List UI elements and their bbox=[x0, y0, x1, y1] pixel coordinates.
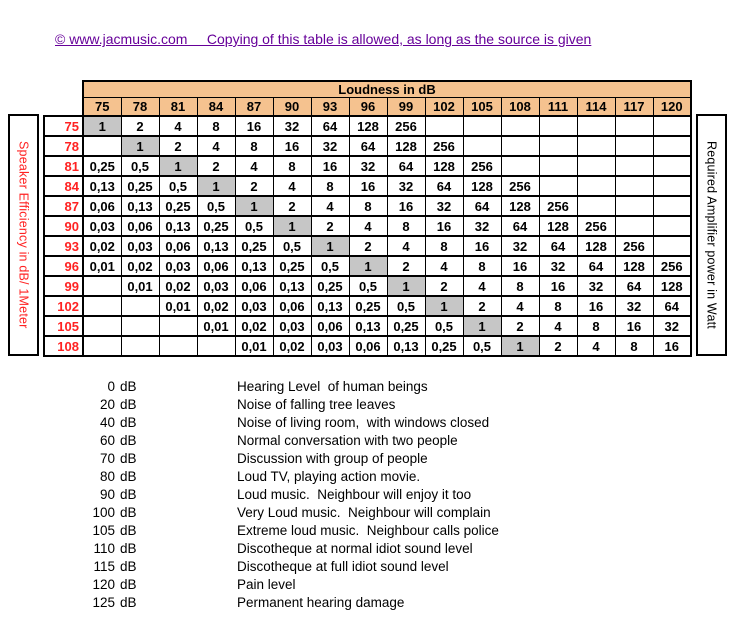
table-cell: 4 bbox=[235, 156, 273, 176]
row-header-102: 102 bbox=[44, 296, 83, 316]
db-level: 115 bbox=[93, 559, 115, 574]
table-cell: 2 bbox=[273, 196, 311, 216]
table-cell: 0,25 bbox=[349, 296, 387, 316]
table-cell: 0,06 bbox=[349, 336, 387, 356]
db-unit: dB bbox=[120, 379, 137, 394]
table-cell: 8 bbox=[235, 136, 273, 156]
table-cell: 0,03 bbox=[311, 336, 349, 356]
db-description: Loud TV, playing action movie. bbox=[237, 469, 421, 484]
db-level: 90 bbox=[99, 487, 115, 502]
speaker-efficiency-label: Speaker Efficiency in dB/ 1Meter bbox=[16, 141, 31, 329]
table-cell bbox=[539, 116, 577, 136]
table-cell bbox=[501, 136, 539, 156]
table-cell: 8 bbox=[273, 156, 311, 176]
table-row-87 bbox=[44, 196, 691, 216]
db-unit: dB bbox=[120, 469, 137, 484]
table-cell: 0,13 bbox=[349, 316, 387, 336]
table-cell: 1 bbox=[273, 216, 311, 236]
db-description: Hearing Level of human beings bbox=[237, 379, 428, 394]
table-cell: 0,03 bbox=[83, 216, 121, 236]
table-cell: 16 bbox=[311, 156, 349, 176]
row-header-87: 87 bbox=[44, 196, 83, 216]
legend-row bbox=[60, 396, 750, 414]
table-cell: 128 bbox=[653, 276, 691, 296]
table-cell bbox=[615, 216, 653, 236]
table-cell bbox=[83, 136, 121, 156]
table-cell: 32 bbox=[539, 256, 577, 276]
table-cell bbox=[463, 116, 501, 136]
table-cell bbox=[577, 156, 615, 176]
table-cell: 0,5 bbox=[349, 276, 387, 296]
table-cell: 0,5 bbox=[463, 336, 501, 356]
table-cell: 4 bbox=[311, 196, 349, 216]
table-cell: 0,02 bbox=[235, 316, 273, 336]
db-level: 125 bbox=[92, 595, 115, 610]
table-cell: 4 bbox=[463, 276, 501, 296]
legend-row bbox=[60, 414, 750, 432]
table-cell: 0,02 bbox=[273, 336, 311, 356]
table-cell: 128 bbox=[463, 176, 501, 196]
table-cell: 0,13 bbox=[159, 216, 197, 236]
table-cell: 32 bbox=[273, 116, 311, 136]
table-cell: 2 bbox=[501, 316, 539, 336]
table-cell: 0,03 bbox=[197, 276, 235, 296]
table-cell: 1 bbox=[501, 336, 539, 356]
db-level: 80 bbox=[99, 469, 115, 484]
column-header-114: 114 bbox=[577, 98, 615, 117]
table-cell: 0,5 bbox=[311, 256, 349, 276]
table-cell bbox=[577, 176, 615, 196]
legend-row bbox=[60, 468, 750, 486]
table-cell: 0,06 bbox=[121, 216, 159, 236]
table-cell: 16 bbox=[653, 336, 691, 356]
table-cell bbox=[653, 176, 691, 196]
table-cell: 16 bbox=[387, 196, 425, 216]
column-header-96: 96 bbox=[349, 98, 387, 117]
table-cell: 256 bbox=[463, 156, 501, 176]
source-link[interactable]: © www.jacmusic.com Copying of this table is allowed, as long as the source is given bbox=[55, 31, 592, 47]
table-cell bbox=[653, 236, 691, 256]
db-unit: dB bbox=[120, 541, 137, 556]
row-header-99: 99 bbox=[44, 276, 83, 296]
table-cell: 128 bbox=[349, 116, 387, 136]
table-cell bbox=[83, 336, 121, 356]
table-cell: 16 bbox=[235, 116, 273, 136]
table-cell bbox=[653, 156, 691, 176]
db-description: Discotheque at normal idiot sound level bbox=[237, 541, 473, 556]
table-cell: 2 bbox=[463, 296, 501, 316]
table-cell: 0,06 bbox=[311, 316, 349, 336]
table-cell: 0,02 bbox=[159, 276, 197, 296]
db-level: 110 bbox=[93, 541, 115, 556]
column-header-120: 120 bbox=[653, 98, 691, 117]
table-cell: 32 bbox=[349, 156, 387, 176]
row-header-78: 78 bbox=[44, 136, 83, 156]
table-cell: 64 bbox=[501, 216, 539, 236]
table-cell: 32 bbox=[653, 316, 691, 336]
column-header-93: 93 bbox=[311, 98, 349, 117]
table-cell: 4 bbox=[501, 296, 539, 316]
table-row-84 bbox=[44, 176, 691, 196]
table-cell: 8 bbox=[577, 316, 615, 336]
table-cell: 256 bbox=[577, 216, 615, 236]
table-cell bbox=[577, 196, 615, 216]
table-cell: 0,02 bbox=[121, 256, 159, 276]
table-cell: 0,13 bbox=[273, 276, 311, 296]
table-cell bbox=[653, 136, 691, 156]
table-cell: 32 bbox=[425, 196, 463, 216]
table-cell: 1 bbox=[159, 156, 197, 176]
table-cell: 1 bbox=[235, 196, 273, 216]
table-cell: 8 bbox=[197, 116, 235, 136]
table-cell bbox=[615, 116, 653, 136]
table-cell: 32 bbox=[615, 296, 653, 316]
db-description: Noise of living room, with windows closed bbox=[237, 415, 490, 430]
table-cell: 0,13 bbox=[311, 296, 349, 316]
table-cell: 0,5 bbox=[197, 196, 235, 216]
table-cell: 64 bbox=[653, 296, 691, 316]
db-level: 60 bbox=[99, 433, 115, 448]
db-description: Normal conversation with two people bbox=[237, 433, 458, 448]
table-cell: 256 bbox=[539, 196, 577, 216]
table-cell: 16 bbox=[501, 256, 539, 276]
table-cell: 1 bbox=[121, 136, 159, 156]
table-cell: 0,25 bbox=[121, 176, 159, 196]
column-header-102: 102 bbox=[425, 98, 463, 117]
column-header-87: 87 bbox=[235, 98, 273, 117]
table-row-78 bbox=[44, 136, 691, 156]
db-description: Pain level bbox=[237, 577, 296, 592]
table-cell: 0,01 bbox=[159, 296, 197, 316]
table-cell bbox=[197, 336, 235, 356]
column-header-84: 84 bbox=[197, 98, 235, 117]
table-cell: 2 bbox=[121, 116, 159, 136]
table-cell: 1 bbox=[387, 276, 425, 296]
table-cell bbox=[121, 316, 159, 336]
table-cell: 64 bbox=[387, 156, 425, 176]
table-cell: 32 bbox=[463, 216, 501, 236]
legend-row bbox=[60, 432, 750, 450]
table-cell: 0,03 bbox=[121, 236, 159, 256]
table-cell bbox=[501, 156, 539, 176]
table-cell bbox=[615, 176, 653, 196]
table-cell: 16 bbox=[273, 136, 311, 156]
table-cell: 0,13 bbox=[83, 176, 121, 196]
table-cell: 4 bbox=[349, 216, 387, 236]
table-cell: 64 bbox=[311, 116, 349, 136]
table-cell: 1 bbox=[349, 256, 387, 276]
column-header-108: 108 bbox=[501, 98, 539, 117]
column-header-111: 111 bbox=[539, 98, 577, 117]
table-cell: 128 bbox=[501, 196, 539, 216]
table-cell bbox=[577, 136, 615, 156]
table-cell: 256 bbox=[425, 136, 463, 156]
table-cell: 0,5 bbox=[425, 316, 463, 336]
db-unit: dB bbox=[120, 595, 137, 610]
table-cell: 128 bbox=[615, 256, 653, 276]
legend-row bbox=[60, 504, 750, 522]
column-header-75: 75 bbox=[83, 98, 121, 117]
table-cell: 0,13 bbox=[235, 256, 273, 276]
row-header-105: 105 bbox=[44, 316, 83, 336]
corner-spacer bbox=[44, 98, 83, 117]
table-cell: 4 bbox=[197, 136, 235, 156]
table-row-96 bbox=[44, 256, 691, 276]
table-cell: 0,25 bbox=[159, 196, 197, 216]
table-cell: 0,03 bbox=[273, 316, 311, 336]
table-row-75 bbox=[44, 116, 691, 136]
table-cell: 32 bbox=[501, 236, 539, 256]
table-cell: 0,06 bbox=[235, 276, 273, 296]
table-cell: 0,25 bbox=[197, 216, 235, 236]
table-row-102 bbox=[44, 296, 691, 316]
db-unit: dB bbox=[120, 415, 137, 430]
table-cell: 16 bbox=[539, 276, 577, 296]
table-cell: 4 bbox=[425, 256, 463, 276]
db-level: 70 bbox=[99, 451, 115, 466]
table-cell: 0,5 bbox=[121, 156, 159, 176]
row-header-108: 108 bbox=[44, 336, 83, 356]
table-row-108 bbox=[44, 336, 691, 356]
db-description: Very Loud music. Neighbour will complain bbox=[237, 505, 491, 520]
table-cell: 128 bbox=[425, 156, 463, 176]
table-cell: 256 bbox=[653, 256, 691, 276]
table-cell: 0,5 bbox=[235, 216, 273, 236]
table-cell: 0,25 bbox=[83, 156, 121, 176]
table-cell bbox=[463, 136, 501, 156]
table-cell: 4 bbox=[577, 336, 615, 356]
table-row-99 bbox=[44, 276, 691, 296]
db-level: 100 bbox=[92, 505, 115, 520]
table-cell: 0,5 bbox=[159, 176, 197, 196]
db-unit: dB bbox=[120, 577, 137, 592]
table-cell: 8 bbox=[501, 276, 539, 296]
table-cell bbox=[653, 216, 691, 236]
table-cell bbox=[653, 116, 691, 136]
table-cell: 2 bbox=[539, 336, 577, 356]
db-unit: dB bbox=[120, 433, 137, 448]
db-level: 40 bbox=[99, 415, 115, 430]
db-description: Discussion with group of people bbox=[237, 451, 428, 466]
table-cell: 2 bbox=[197, 156, 235, 176]
db-description: Permanent hearing damage bbox=[237, 595, 405, 610]
table-cell: 64 bbox=[539, 236, 577, 256]
amplifier-power-axis-box bbox=[696, 114, 727, 356]
table-row-93 bbox=[44, 236, 691, 256]
table-cell: 8 bbox=[387, 216, 425, 236]
table-cell: 0,25 bbox=[425, 336, 463, 356]
column-header-row bbox=[44, 98, 691, 117]
row-header-96: 96 bbox=[44, 256, 83, 276]
table-cell: 0,02 bbox=[197, 296, 235, 316]
table-cell bbox=[159, 316, 197, 336]
table-cell bbox=[539, 176, 577, 196]
db-unit: dB bbox=[120, 487, 137, 502]
table-cell: 0,01 bbox=[197, 316, 235, 336]
table-cell: 0,06 bbox=[273, 296, 311, 316]
table-cell: 16 bbox=[349, 176, 387, 196]
table-cell bbox=[159, 336, 197, 356]
table-cell: 64 bbox=[577, 256, 615, 276]
table-cell: 0,13 bbox=[197, 236, 235, 256]
legend-row bbox=[60, 522, 750, 540]
table-cell: 0,01 bbox=[235, 336, 273, 356]
db-description: Noise of falling tree leaves bbox=[237, 397, 396, 412]
table-cell: 16 bbox=[463, 236, 501, 256]
table-cell: 0,03 bbox=[159, 256, 197, 276]
db-unit: dB bbox=[120, 559, 137, 574]
table-cell: 4 bbox=[539, 316, 577, 336]
table-cell bbox=[121, 336, 159, 356]
table-cell: 0,06 bbox=[197, 256, 235, 276]
table-cell: 1 bbox=[197, 176, 235, 196]
db-description: Loud music. Neighbour will enjoy it too bbox=[237, 487, 472, 502]
row-header-81: 81 bbox=[44, 156, 83, 176]
power-table bbox=[43, 80, 692, 357]
table-cell bbox=[501, 116, 539, 136]
speaker-efficiency-axis-box bbox=[8, 114, 39, 356]
table-cell bbox=[539, 156, 577, 176]
legend-row bbox=[60, 540, 750, 558]
row-header-90: 90 bbox=[44, 216, 83, 236]
table-cell: 8 bbox=[311, 176, 349, 196]
amplifier-power-label: Required Amplifier power in Watt bbox=[704, 141, 719, 329]
table-cell: 64 bbox=[425, 176, 463, 196]
row-header-84: 84 bbox=[44, 176, 83, 196]
table-cell: 1 bbox=[425, 296, 463, 316]
table-title-row bbox=[44, 81, 691, 98]
table-cell: 256 bbox=[387, 116, 425, 136]
table-cell: 0,5 bbox=[273, 236, 311, 256]
legend-row bbox=[60, 558, 750, 576]
table-cell bbox=[121, 296, 159, 316]
table-cell: 16 bbox=[425, 216, 463, 236]
column-header-99: 99 bbox=[387, 98, 425, 117]
table-cell: 2 bbox=[311, 216, 349, 236]
table-cell: 0,25 bbox=[235, 236, 273, 256]
table-cell bbox=[425, 116, 463, 136]
table-cell: 0,03 bbox=[235, 296, 273, 316]
table-cell: 0,01 bbox=[121, 276, 159, 296]
loudness-axis-title: Loudness in dB bbox=[83, 81, 691, 98]
table-cell: 16 bbox=[577, 296, 615, 316]
db-unit: dB bbox=[120, 397, 137, 412]
db-description: Discotheque at full idiot sound level bbox=[237, 559, 449, 574]
table-cell: 64 bbox=[615, 276, 653, 296]
table-cell: 0,25 bbox=[387, 316, 425, 336]
table-cell: 2 bbox=[159, 136, 197, 156]
table-row-90 bbox=[44, 216, 691, 236]
table-row-81 bbox=[44, 156, 691, 176]
table-cell: 64 bbox=[463, 196, 501, 216]
db-unit: dB bbox=[120, 523, 137, 538]
table-cell: 0,5 bbox=[387, 296, 425, 316]
legend-row bbox=[60, 594, 750, 612]
db-level-legend bbox=[60, 378, 750, 612]
table-cell bbox=[83, 276, 121, 296]
table-cell: 8 bbox=[463, 256, 501, 276]
table-cell: 8 bbox=[615, 336, 653, 356]
table-cell: 8 bbox=[539, 296, 577, 316]
column-header-117: 117 bbox=[615, 98, 653, 117]
table-cell: 128 bbox=[387, 136, 425, 156]
table-cell bbox=[615, 156, 653, 176]
table-cell: 64 bbox=[349, 136, 387, 156]
column-header-105: 105 bbox=[463, 98, 501, 117]
column-header-81: 81 bbox=[159, 98, 197, 117]
table-cell bbox=[577, 116, 615, 136]
column-header-78: 78 bbox=[121, 98, 159, 117]
row-header-93: 93 bbox=[44, 236, 83, 256]
table-cell: 4 bbox=[273, 176, 311, 196]
table-cell: 8 bbox=[425, 236, 463, 256]
table-cell: 0,06 bbox=[83, 196, 121, 216]
table-cell: 32 bbox=[577, 276, 615, 296]
legend-row bbox=[60, 378, 750, 396]
table-cell: 16 bbox=[615, 316, 653, 336]
table-cell: 0,25 bbox=[311, 276, 349, 296]
table-cell: 0,01 bbox=[83, 256, 121, 276]
table-row-105 bbox=[44, 316, 691, 336]
column-header-90: 90 bbox=[273, 98, 311, 117]
table-cell bbox=[539, 136, 577, 156]
db-unit: dB bbox=[120, 451, 137, 466]
copyright-row bbox=[0, 0, 750, 49]
db-unit: dB bbox=[120, 505, 137, 520]
table-cell bbox=[653, 196, 691, 216]
table-cell: 0,02 bbox=[83, 236, 121, 256]
table-cell: 8 bbox=[349, 196, 387, 216]
table-cell: 32 bbox=[387, 176, 425, 196]
table-cell: 2 bbox=[235, 176, 273, 196]
table-cell: 0,25 bbox=[273, 256, 311, 276]
db-level: 0 bbox=[107, 379, 115, 394]
table-cell bbox=[615, 136, 653, 156]
table-cell: 128 bbox=[577, 236, 615, 256]
legend-row bbox=[60, 486, 750, 504]
table-cell: 0,13 bbox=[121, 196, 159, 216]
legend-row bbox=[60, 450, 750, 468]
table-cell: 2 bbox=[387, 256, 425, 276]
table-cell: 2 bbox=[349, 236, 387, 256]
db-level: 120 bbox=[92, 577, 115, 592]
table-cell bbox=[83, 316, 121, 336]
table-cell: 4 bbox=[387, 236, 425, 256]
table-cell: 1 bbox=[83, 116, 121, 136]
table-cell: 1 bbox=[463, 316, 501, 336]
table-cell: 256 bbox=[501, 176, 539, 196]
corner-spacer bbox=[44, 81, 83, 98]
table-cell bbox=[83, 296, 121, 316]
legend-row bbox=[60, 576, 750, 594]
row-header-75: 75 bbox=[44, 116, 83, 136]
table-cell: 32 bbox=[311, 136, 349, 156]
table-cell: 0,06 bbox=[159, 236, 197, 256]
table-cell: 0,13 bbox=[387, 336, 425, 356]
db-level: 105 bbox=[92, 523, 115, 538]
table-cell: 4 bbox=[159, 116, 197, 136]
table-cell: 2 bbox=[425, 276, 463, 296]
table-cell bbox=[615, 196, 653, 216]
power-table-area bbox=[8, 80, 750, 357]
table-cell: 1 bbox=[311, 236, 349, 256]
table-cell: 256 bbox=[615, 236, 653, 256]
table-cell: 128 bbox=[539, 216, 577, 236]
db-description: Extreme loud music. Neighbour calls police bbox=[237, 523, 499, 538]
db-level: 20 bbox=[99, 397, 115, 412]
